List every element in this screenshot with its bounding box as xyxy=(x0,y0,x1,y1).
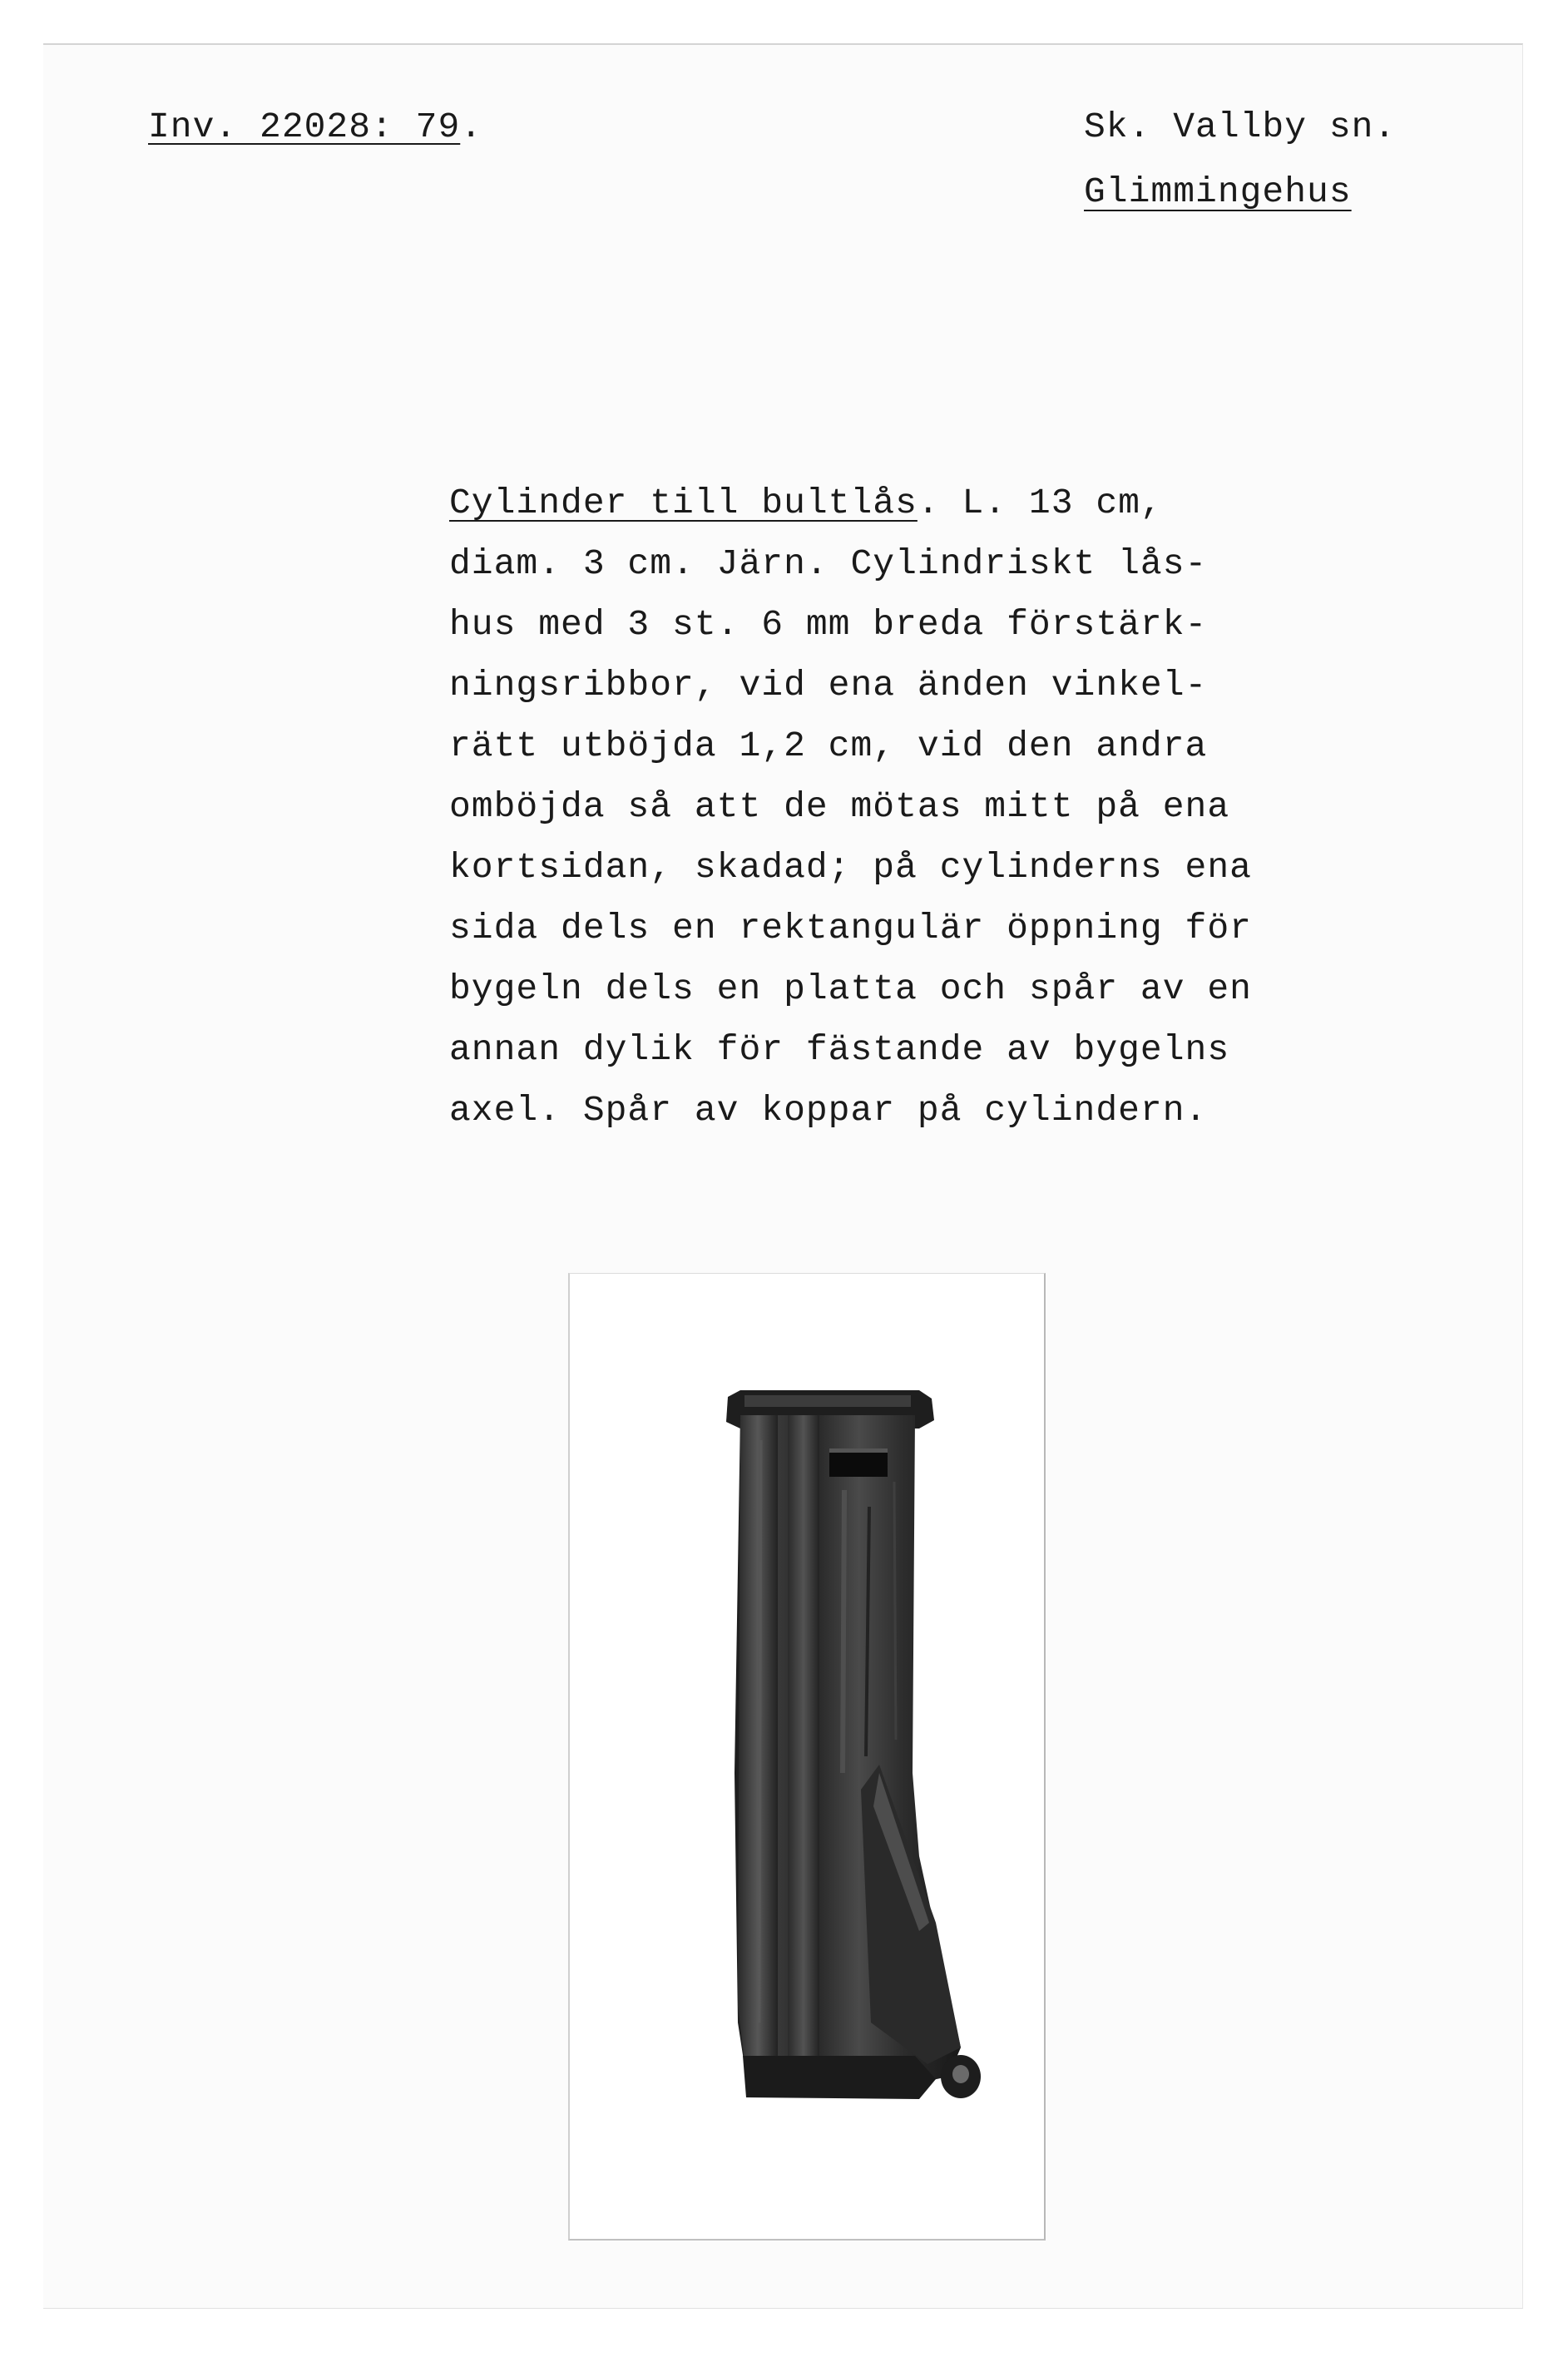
inventory-suffix: . xyxy=(460,106,483,147)
object-description xyxy=(449,473,1397,1141)
description-line: annan dylik för fästande av bygelns xyxy=(449,1029,1230,1070)
site-label: Sk. Vallby sn. xyxy=(1084,106,1397,147)
inventory-label: Inv. 22028: 79 xyxy=(148,106,461,147)
description-line: kortsidan, skadad; på cylinderns ena xyxy=(449,847,1252,888)
place-label: Glimmingehus xyxy=(1084,171,1352,212)
lock-cylinder-illustration xyxy=(570,1274,1044,2239)
object-photo xyxy=(568,1273,1046,2241)
description-line: ningsribbor, vid ena änden vinkel- xyxy=(449,665,1208,706)
object-title: Cylinder till bultlås xyxy=(449,483,918,523)
description-line: hus med 3 st. 6 mm breda förstärk- xyxy=(449,604,1208,645)
inventory-number xyxy=(148,106,482,147)
description-line: sida dels en rektangulär öppning för xyxy=(449,908,1252,948)
description-line: diam. 3 cm. Järn. Cylindriskt lås- xyxy=(449,543,1208,584)
description-line: rätt utböjda 1,2 cm, vid den andra xyxy=(449,725,1208,766)
description-line: omböjda så att de mötas mitt på ena xyxy=(449,786,1230,827)
description-line-1-rest: . L. 13 cm, xyxy=(917,483,1163,523)
description-line: axel. Spår av koppar på cylindern. xyxy=(449,1090,1208,1131)
description-line xyxy=(449,473,1397,533)
description-line: bygeln dels en platta och spår av en xyxy=(449,968,1252,1009)
